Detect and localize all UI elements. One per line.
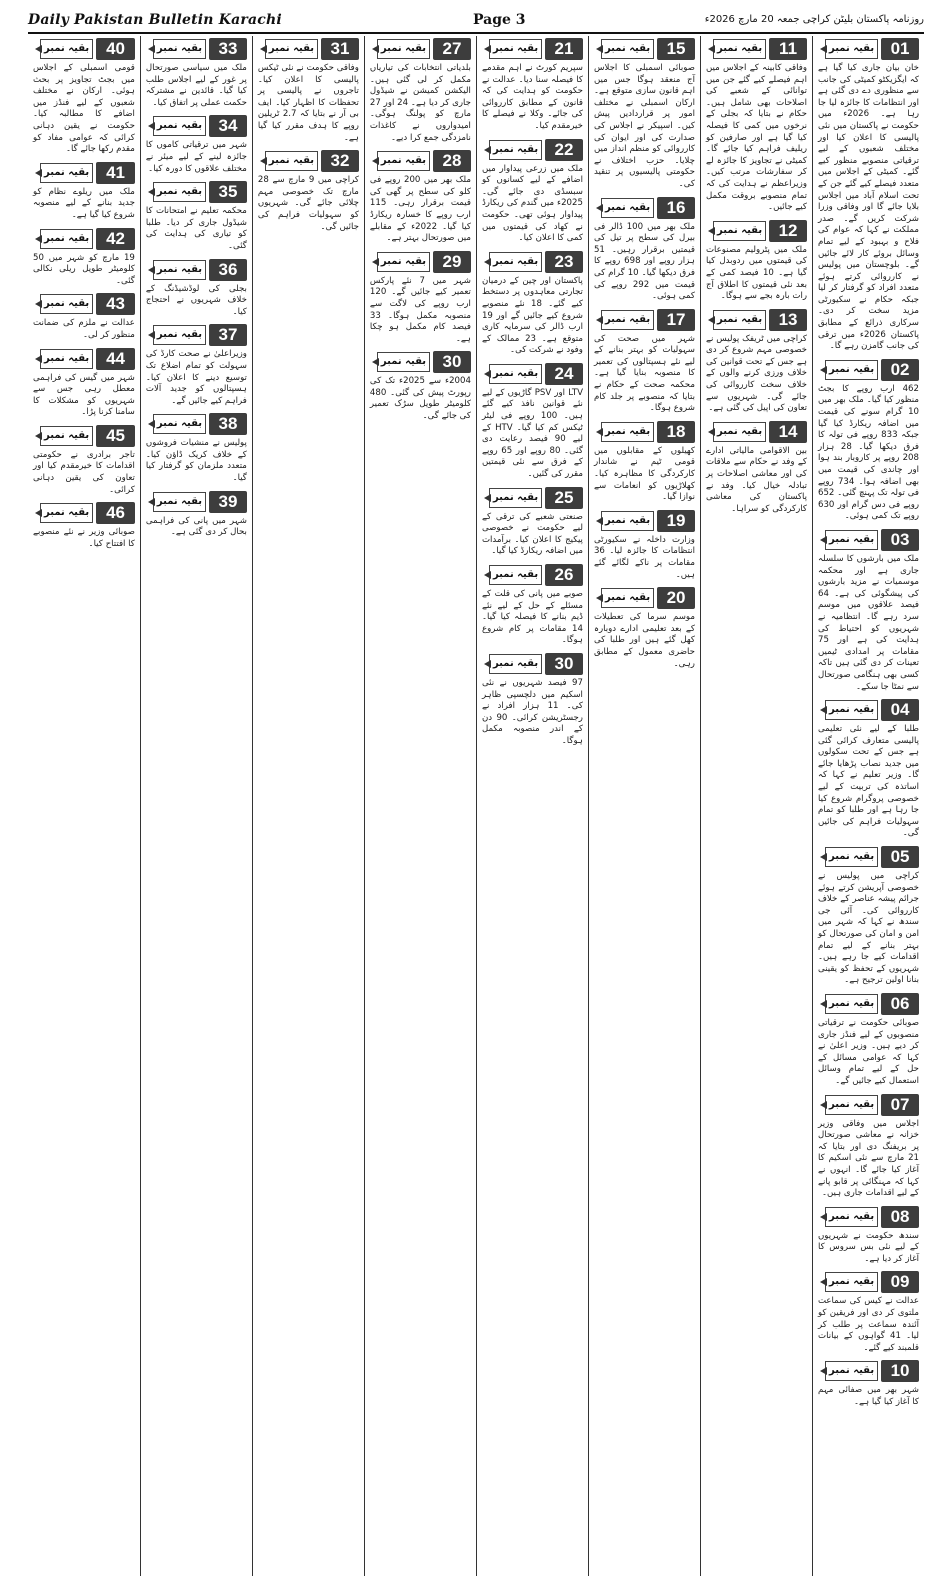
story-header — [482, 653, 583, 675]
story-43 — [33, 293, 135, 341]
story-header — [33, 228, 135, 250]
story-22 — [482, 139, 583, 245]
continued-kicker: بقیہ نمبر — [377, 39, 430, 59]
story-body: عدالت نے ملزم کی ضمانت منظور کر لی۔ — [33, 318, 135, 340]
story-number-badge: 13 — [769, 309, 807, 331]
story-number-badge: 31 — [321, 38, 359, 60]
story-number-badge: 45 — [96, 425, 135, 447]
story-header — [818, 1271, 919, 1293]
story-number-badge: 27 — [433, 38, 471, 60]
story-body: 2004ء سے 2025ء تک کی رپورٹ پیش کی گئی۔ 480 کلومیٹر طویل سڑک تعمیر کی جائے گی۔ — [369, 376, 471, 422]
continued-kicker: بقیہ نمبر — [489, 364, 542, 384]
continued-kicker: بقیہ نمبر — [601, 511, 654, 531]
continued-kicker: بقیہ نمبر — [601, 198, 654, 218]
story-body: LTV اور PSV گاڑیوں کے لیے نئے قوانین نافذ کیے گئے ہیں۔ 100 روپے فی لیٹر ٹیکس کم کیا گیا۔ HTV کے لیے 90 فیصد رعایت دی گئی۔ 80 روپے اور 65 روپے کے فرق سے نئی قیمتیں مقرر کی گئیں۔ — [481, 387, 583, 480]
story-header — [482, 251, 583, 273]
story-header — [706, 421, 807, 443]
story-05 — [818, 846, 919, 987]
story-24 — [482, 363, 583, 481]
continued-kicker: بقیہ نمبر — [377, 352, 430, 372]
story-number-badge: 16 — [657, 197, 695, 219]
story-30b — [370, 351, 471, 422]
continued-kicker: بقیہ نمبر — [40, 349, 93, 369]
story-number-badge: 38 — [209, 413, 247, 435]
story-header — [818, 846, 919, 868]
continued-kicker: بقیہ نمبر — [825, 530, 878, 550]
continued-kicker: بقیہ نمبر — [153, 182, 206, 202]
story-body: ملک بھر میں 100 ڈالر فی بیرل کی سطح پر تیل کی قیمتیں برقرار رہیں۔ 51 ہزار روپے اور 698 روپے کا فرق دیکھا گیا۔ 10 گرام کی قیمت میں 292 روپے کی کمی ہوئی۔ — [593, 221, 695, 302]
continued-kicker: بقیہ نمبر — [825, 994, 878, 1014]
story-number-badge: 06 — [881, 993, 919, 1015]
story-29 — [370, 251, 471, 346]
story-35 — [146, 181, 247, 252]
story-body: صوبے میں پانی کی قلت کے مسئلے کے حل کے لیے نئے ڈیم بنانے کا فیصلہ کیا گیا۔ 14 مقامات پر کام شروع ہوگا۔ — [481, 589, 583, 646]
story-number-badge: 09 — [881, 1271, 919, 1293]
story-number-badge: 40 — [96, 38, 135, 60]
column-1 — [812, 36, 924, 1576]
story-header — [818, 699, 919, 721]
story-number-badge: 21 — [545, 38, 583, 60]
story-body: ملک بھر میں 200 روپے فی کلو کی سطح پر گھی کی قیمت برقرار رہی۔ 115 ارب روپے کا خسارہ ریکارڈ کیا گیا۔ 2022ء کے مقابلے میں صورتحال بہتر ہے۔ — [369, 175, 471, 244]
story-body: ملک میں زرعی پیداوار میں اضافے کے لیے کسانوں کو سبسڈی دی جائے گی۔ 2025ء میں گندم کی ریکارڈ پیداوار ہوئی تھی۔ حکومت نے کھاد کی قیمتوں میں کمی کا اعلان کیا۔ — [481, 163, 583, 244]
continued-kicker: بقیہ نمبر — [377, 252, 430, 272]
story-header — [33, 162, 135, 184]
story-body: 19 مارچ کو شہر میں 50 کلومیٹر طویل ریلی نکالی گئی۔ — [33, 252, 135, 286]
story-header — [818, 38, 919, 60]
story-number-badge: 33 — [209, 38, 247, 60]
continued-kicker: بقیہ نمبر — [489, 39, 542, 59]
story-08 — [818, 1206, 919, 1266]
story-body: کھیلوں کے مقابلوں میں قومی ٹیم نے شاندار کارکردگی کا مظاہرہ کیا۔ کھلاڑیوں کو انعامات سے نوازا گیا۔ — [593, 445, 695, 503]
story-body: پولیس نے منشیات فروشوں کے خلاف کریک ڈاؤن کیا۔ متعدد ملزمان کو گرفتار کیا گیا۔ — [145, 438, 247, 484]
story-body: صوبائی اسمبلی کا اجلاس آج منعقد ہوگا جس میں اہم قانون سازی متوقع ہے۔ ارکان اسمبلی نے مختلف امور پر قراردادیں پیش کیں۔ اسپیکر نے اجلاس کی صدارت کی اور ایوان کی کارروائی کو منظم انداز میں چلایا۔ حزب اختلاف نے حکومتی پالیسیوں پر تنقید کی۔ — [593, 63, 695, 189]
story-number-badge: 12 — [769, 220, 807, 242]
story-number-badge: 25 — [545, 487, 583, 509]
story-body: پاکستان اور چین کے درمیان تجارتی معاہدوں پر دستخط کیے گئے۔ 18 نئے منصوبے شروع کیے جائیں گے اور 19 ارب ڈالر کی سرمایہ کاری متوقع ہے۔ 23 ممالک کے وفود نے شرکت کی۔ — [481, 275, 583, 356]
story-body: صوبائی وزیر نے نئے منصوبے کا افتتاح کیا۔ — [33, 527, 135, 549]
story-28 — [370, 150, 471, 245]
story-header — [258, 38, 359, 60]
story-header — [818, 1094, 919, 1116]
masthead-left-title: Daily Pakistan Bulletin Karachi — [28, 12, 282, 28]
story-number-badge: 10 — [881, 1360, 919, 1382]
story-number-badge: 29 — [433, 251, 471, 273]
story-header — [818, 359, 919, 381]
story-number-badge: 30 — [545, 653, 583, 675]
story-number-badge: 23 — [545, 251, 583, 273]
column-4 — [476, 36, 588, 1576]
story-header — [594, 38, 695, 60]
columns-container — [28, 36, 924, 1576]
continued-kicker: بقیہ نمبر — [153, 492, 206, 512]
story-body: شہر بھر میں صفائی مہم کا آغاز کیا گیا ہے۔ — [817, 1385, 919, 1408]
story-number-badge: 30 — [433, 351, 471, 373]
story-header — [818, 993, 919, 1015]
story-number-badge: 08 — [881, 1206, 919, 1228]
story-header — [482, 363, 583, 385]
story-header — [370, 150, 471, 172]
continued-kicker: بقیہ نمبر — [40, 503, 93, 523]
continued-kicker: بقیہ نمبر — [265, 151, 318, 171]
story-02 — [818, 359, 919, 523]
column-8 — [28, 36, 140, 1576]
story-header — [818, 1360, 919, 1382]
continued-kicker: بقیہ نمبر — [153, 39, 206, 59]
story-14 — [706, 421, 807, 516]
continued-kicker: بقیہ نمبر — [40, 426, 93, 446]
story-body: ملک میں پٹرولیم مصنوعات کی قیمتوں میں ردوبدل کیا گیا ہے۔ 10 فیصد کمی کے بعد نئی قیمتوں کا اطلاق آج رات بارہ بجے سے ہوگا۔ — [705, 244, 807, 302]
continued-kicker: بقیہ نمبر — [825, 1361, 878, 1381]
story-27 — [370, 38, 471, 144]
story-body: عدالت نے کیس کی سماعت ملتوی کر دی اور فریقین کو آئندہ سماعت پر طلب کر لیا۔ 41 گواہوں کے بیانات قلمبند کیے گئے۔ — [817, 1296, 919, 1353]
story-number-badge: 32 — [321, 150, 359, 172]
story-number-badge: 35 — [209, 181, 247, 203]
story-header — [594, 587, 695, 609]
story-body: ملک میں بارشوں کا سلسلہ جاری ہے اور محکمہ موسمیات نے مزید بارشوں کی پیشگوئی کی ہے۔ 64 فیصد علاقوں میں موسم سرد رہے گا۔ انتظامیہ نے شہریوں کو احتیاط کی ہدایت کی ہے اور 75 مقامات پر امدادی ٹیمیں تعینات کر دی گئی ہیں تاکہ کسی بھی ہنگامی صورتحال سے نمٹا جا سکے۔ — [817, 553, 919, 692]
story-number-badge: 22 — [545, 139, 583, 161]
story-header — [482, 139, 583, 161]
story-body: سندھ حکومت نے شہریوں کے لیے نئی بس سروس کا آغاز کر دیا ہے۔ — [817, 1230, 919, 1264]
column-5 — [364, 36, 476, 1576]
masthead-right-title: روزنامہ پاکستان بلیٹن کراچی جمعہ 20 مارچ 2026ء — [704, 14, 924, 25]
story-body: کراچی میں پولیس نے خصوصی آپریشن کرتے ہوئے جرائم پیشہ عناصر کے خلاف کارروائی کی۔ آئی جی سندھ نے کہا کہ شہر میں امن و امان کی صورتحال کو بہتر بنانے کے لیے تمام اقدامات کیے جا رہے ہیں۔ شہریوں کے تحفظ کو یقینی بنانا اولین ترجیح ہے۔ — [817, 871, 919, 986]
story-number-badge: 26 — [545, 564, 583, 586]
story-header — [818, 529, 919, 551]
story-header — [33, 425, 135, 447]
continued-kicker: بقیہ نمبر — [601, 422, 654, 442]
continued-kicker: بقیہ نمبر — [153, 414, 206, 434]
story-number-badge: 41 — [96, 162, 135, 184]
story-number-badge: 46 — [96, 502, 135, 524]
story-21 — [482, 38, 583, 133]
story-body: بلدیاتی انتخابات کی تیاریاں مکمل کر لی گئی ہیں۔ الیکشن کمیشن نے شیڈول جاری کر دیا ہے۔ 24 اور 27 مارچ کو پولنگ ہوگی۔ امیدواروں نے کاغذات نامزدگی جمع کرا دیے۔ — [369, 63, 471, 143]
story-number-badge: 05 — [881, 846, 919, 868]
story-header — [594, 421, 695, 443]
column-6 — [252, 36, 364, 1576]
story-header — [146, 38, 247, 60]
story-header — [146, 324, 247, 346]
story-body: وزارت داخلہ نے سکیورٹی انتظامات کا جائزہ لیا۔ 36 مقامات پر ناکے لگائے گئے ہیں۔ — [593, 534, 695, 580]
story-31 — [258, 38, 359, 144]
story-46 — [33, 502, 135, 550]
story-header — [482, 38, 583, 60]
story-number-badge: 24 — [545, 363, 583, 385]
story-18 — [594, 421, 695, 504]
story-header — [706, 220, 807, 242]
story-01 — [818, 38, 919, 353]
story-header — [706, 309, 807, 331]
story-25 — [482, 487, 583, 558]
story-body: اجلاس میں وفاقی وزیر خزانہ نے معاشی صورتحال پر بریفنگ دی اور بتایا کہ 21 مارچ سے نئی اسکیم کا آغاز کیا جائے گا۔ انہوں نے کہا کہ مہنگائی پر قابو پانے کے لیے اقدامات جاری ہیں۔ — [817, 1118, 919, 1199]
story-number-badge: 37 — [209, 324, 247, 346]
story-40 — [33, 38, 135, 156]
story-number-badge: 18 — [657, 421, 695, 443]
story-body: بین الاقوامی مالیاتی ادارے کے وفد نے حکام سے ملاقات کی اور معاشی اصلاحات پر تبادلہ خیال کیا۔ وفد نے پاکستان کی معاشی کارکردگی کو سراہا۔ — [705, 445, 807, 514]
story-header — [146, 491, 247, 513]
story-34 — [146, 115, 247, 175]
continued-kicker: بقیہ نمبر — [153, 325, 206, 345]
masthead — [28, 12, 924, 34]
column-3 — [588, 36, 700, 1576]
story-body: ملک میں ریلوے نظام کو جدید بنانے کے لیے منصوبہ شروع کیا گیا ہے۔ — [33, 186, 135, 220]
continued-kicker: بقیہ نمبر — [825, 700, 878, 720]
story-header — [594, 309, 695, 331]
continued-kicker: بقیہ نمبر — [825, 360, 878, 380]
continued-kicker: بقیہ نمبر — [713, 422, 766, 442]
story-12 — [706, 220, 807, 303]
page-number: Page 3 — [473, 12, 526, 28]
continued-kicker: بقیہ نمبر — [601, 588, 654, 608]
story-41 — [33, 162, 135, 222]
continued-kicker: بقیہ نمبر — [601, 39, 654, 59]
story-header — [370, 251, 471, 273]
story-44 — [33, 348, 135, 419]
continued-kicker: بقیہ نمبر — [825, 1095, 878, 1115]
story-16 — [594, 197, 695, 303]
story-header — [146, 259, 247, 281]
story-20 — [594, 587, 695, 670]
story-body: شہر میں گیس کی فراہمی معطل رہی جس سے شہریوں کو مشکلات کا سامنا کرنا پڑا۔ — [33, 372, 135, 418]
continued-kicker: بقیہ نمبر — [489, 252, 542, 272]
story-header — [146, 181, 247, 203]
story-number-badge: 17 — [657, 309, 695, 331]
continued-kicker: بقیہ نمبر — [377, 151, 430, 171]
story-number-badge: 07 — [881, 1094, 919, 1116]
continued-kicker: بقیہ نمبر — [40, 294, 93, 314]
story-42 — [33, 228, 135, 288]
story-body: صوبائی حکومت نے ترقیاتی منصوبوں کے لیے فنڈز جاری کر دیے ہیں۔ وزیر اعلیٰ نے کہا کہ عوامی مسائل کے حل کے لیے تمام وسائل استعمال کیے جائیں گے۔ — [817, 1017, 919, 1086]
story-number-badge: 28 — [433, 150, 471, 172]
continued-kicker: بقیہ نمبر — [825, 39, 878, 59]
story-body: 97 فیصد شہریوں نے نئی اسکیم میں دلچسپی ظاہر کی۔ 11 ہزار افراد نے رجسٹریشن کرائی۔ 90 دن کے اندر منصوبہ مکمل ہوگا۔ — [481, 677, 583, 746]
story-36 — [146, 259, 247, 319]
story-19 — [594, 510, 695, 581]
story-26 — [482, 564, 583, 647]
continued-kicker: بقیہ نمبر — [601, 310, 654, 330]
story-33 — [146, 38, 247, 109]
continued-kicker: بقیہ نمبر — [489, 565, 542, 585]
story-number-badge: 34 — [209, 115, 247, 137]
story-header — [594, 197, 695, 219]
story-body: محکمہ تعلیم نے امتحانات کا شیڈول جاری کر دیا۔ طلبا کو تیاری کی ہدایت کی گئی۔ — [145, 206, 247, 251]
story-32 — [258, 150, 359, 233]
story-number-badge: 36 — [209, 259, 247, 281]
story-header — [33, 38, 135, 60]
story-10 — [818, 1360, 919, 1408]
story-number-badge: 14 — [769, 421, 807, 443]
story-number-badge: 11 — [769, 38, 807, 60]
continued-kicker: بقیہ نمبر — [489, 140, 542, 160]
story-header — [482, 564, 583, 586]
story-number-badge: 43 — [96, 293, 135, 315]
story-11 — [706, 38, 807, 214]
story-04 — [818, 699, 919, 840]
story-number-badge: 39 — [209, 491, 247, 513]
continued-kicker: بقیہ نمبر — [489, 488, 542, 508]
story-06 — [818, 993, 919, 1088]
story-header — [370, 38, 471, 60]
story-body: طلبا کے لیے نئی تعلیمی پالیسی متعارف کرائی گئی ہے جس کے تحت سکولوں میں جدید نصاب پڑھایا جائے گا۔ وزیر تعلیم نے کہا کہ اساتذہ کی تربیت کے لیے خصوصی پروگرام شروع کیا جا رہا ہے اور طلبا کو تمام سہولیات فراہم کی جائیں گی۔ — [817, 724, 919, 839]
story-30 — [482, 653, 583, 748]
story-body: شہر میں صحت کی سہولیات کو بہتر بنانے کے لیے نئے ہسپتالوں کی تعمیر کا منصوبہ بنایا گیا ہے۔ محکمہ صحت کے حکام نے بتایا کہ منصوبے پر جلد کام شروع ہوگا۔ — [593, 333, 695, 414]
continued-kicker: بقیہ نمبر — [489, 654, 542, 674]
story-17 — [594, 309, 695, 415]
story-header — [146, 413, 247, 435]
story-body: وفاقی کابینہ کے اجلاس میں اہم فیصلے کیے گئے جن میں توانائی کے شعبے کی اصلاحات بھی شامل ہیں۔ حکام نے بتایا کہ بجلی کے نرخوں میں کمی کا فیصلہ کیا گیا ہے اور صارفین کو ریلیف فراہم کیا جائے گا۔ کمیٹی نے تجاویز کا جائزہ لے کر سفارشات مرتب کیں۔ وزیراعظم نے ہدایت کی کہ تمام منصوبے بروقت مکمل کیے جائیں۔ — [705, 63, 807, 213]
story-header — [146, 115, 247, 137]
story-13 — [706, 309, 807, 415]
continued-kicker: بقیہ نمبر — [153, 116, 206, 136]
story-body: شہر میں پانی کی فراہمی بحال کر دی گئی ہے۔ — [145, 515, 247, 538]
continued-kicker: بقیہ نمبر — [713, 310, 766, 330]
story-number-badge: 04 — [881, 699, 919, 721]
column-7 — [140, 36, 252, 1576]
continued-kicker: بقیہ نمبر — [825, 1272, 878, 1292]
story-body: موسم سرما کی تعطیلات کے بعد تعلیمی ادارے دوبارہ کھل گئے ہیں اور طلبا کی حاضری معمول کے مطابق رہی۔ — [593, 612, 695, 669]
story-header — [594, 510, 695, 532]
story-15 — [594, 38, 695, 191]
story-09 — [818, 1271, 919, 1354]
story-45 — [33, 425, 135, 496]
story-header — [370, 351, 471, 373]
story-number-badge: 44 — [96, 348, 135, 370]
story-body: وفاقی حکومت نے نئی ٹیکس پالیسی کا اعلان کیا۔ تاجروں نے پالیسی پر تحفظات کا اظہار کیا۔ ایف بی آر نے بتایا کہ 2.7 ٹریلین روپے کا ہدف مقرر کیا گیا ہے۔ — [257, 63, 359, 143]
story-body: شہر میں 7 نئے پارکس تعمیر کیے جائیں گے۔ 120 ارب روپے کی لاگت سے منصوبہ مکمل ہوگا۔ 33 فیصد کام مکمل ہو چکا ہے۔ — [369, 275, 471, 344]
continued-kicker: بقیہ نمبر — [713, 221, 766, 241]
story-body: کراچی میں 9 مارچ سے 28 مارچ تک خصوصی مہم چلائی جائے گی۔ شہریوں کو سہولیات فراہم کی جائیں گی۔ — [257, 175, 359, 232]
story-body: قومی اسمبلی کے اجلاس میں بجٹ تجاویز پر بحث ہوئی۔ ارکان نے مختلف شعبوں کے لیے فنڈز میں اضافے کا مطالبہ کیا۔ حکومت نے یقین دہانی کرائی کہ عوامی مفاد کو مقدم رکھا جائے گا۔ — [33, 63, 135, 155]
story-header — [482, 487, 583, 509]
story-07 — [818, 1094, 919, 1200]
story-body: ملک میں سیاسی صورتحال پر غور کے لیے اجلاس طلب کیا گیا۔ قائدین نے مشترکہ حکمت عملی پر اتفاق کیا۔ — [145, 63, 247, 108]
story-03 — [818, 529, 919, 693]
story-header — [258, 150, 359, 172]
story-header — [706, 38, 807, 60]
story-38 — [146, 413, 247, 484]
story-body: شہر میں ترقیاتی کاموں کا جائزہ لینے کے لیے میئر نے مختلف علاقوں کا دورہ کیا۔ — [145, 140, 247, 174]
story-body: تاجر برادری نے حکومتی اقدامات کا خیرمقدم کیا اور تعاون کی یقین دہانی کرائی۔ — [33, 449, 135, 495]
story-number-badge: 15 — [657, 38, 695, 60]
column-2 — [700, 36, 812, 1576]
story-header — [818, 1206, 919, 1228]
story-37 — [146, 324, 247, 407]
continued-kicker: بقیہ نمبر — [40, 39, 93, 59]
story-body: وزیراعلیٰ نے صحت کارڈ کی سہولت کو تمام اضلاع تک توسیع دینے کا اعلان کیا۔ ہسپتالوں کو جدید آلات فراہم کیے جائیں گے۔ — [145, 349, 247, 406]
story-23 — [482, 251, 583, 357]
story-body: 462 ارب روپے کا بجٹ منظور کیا گیا۔ ملک بھر میں 10 گرام سونے کی قیمت میں اضافہ ریکارڈ کیا گیا جبکہ 833 روپے فی تولہ کا فرق دیکھا گیا۔ 28 ہزار 208 روپے پر کاروبار بند ہوا اور چاندی کی قیمت میں بھی اضافہ ہوا۔ 734 روپے فی تولہ تک پہنچ گئی۔ 652 روپے فی دس گرام اور 630 روپے تک کمی ہوئی۔ — [817, 383, 919, 522]
continued-kicker: بقیہ نمبر — [825, 847, 878, 867]
continued-kicker: بقیہ نمبر — [153, 260, 206, 280]
continued-kicker: بقیہ نمبر — [713, 39, 766, 59]
story-header — [33, 293, 135, 315]
story-39 — [146, 491, 247, 539]
continued-kicker: بقیہ نمبر — [40, 229, 93, 249]
story-number-badge: 01 — [881, 38, 919, 60]
continued-kicker: بقیہ نمبر — [40, 163, 93, 183]
story-body: سپریم کورٹ نے اہم مقدمے کا فیصلہ سنا دیا۔ عدالت نے حکومت کو ہدایت کی کہ قانون کے مطابق کارروائی کی جائے۔ وکلا نے فیصلے کا خیرمقدم کیا۔ — [481, 63, 583, 131]
story-body: صنعتی شعبے کی ترقی کے لیے حکومت نے خصوصی پیکیج کا اعلان کیا۔ برآمدات میں اضافہ ریکارڈ کیا گیا۔ — [481, 511, 583, 557]
story-body: بجلی کی لوڈشیڈنگ کے خلاف شہریوں نے احتجاج کیا۔ — [145, 283, 247, 317]
story-body: خان بیان جاری کیا گیا ہے کہ ایگزیکٹو کمیٹی کی جانب سے منظوری دے دی گئی ہے اور انتظامات کا جائزہ لیا جا رہا ہے۔ 2026ء میں حکومت نے پاکستان میں نئی پالیسی کا اعلان کیا اور مختلف شعبوں کے لیے ترقیاتی منصوبے منظور کیے گئے۔ کمیٹی کے اجلاس میں متعدد فیصلے کیے گئے جن کے تحت اسلام آباد میں اجلاس بلایا جائے گا اور وفاقی وزرا شرکت کریں گے۔ صدر مملکت نے کہا کہ عوام کی فلاح و بہبود کے لیے تمام وسائل بروئے کار لائے جائیں گے۔ بلوچستان میں پولیس نے کارروائی کرتے ہوئے متعدد افراد کو گرفتار کر لیا جبکہ حکام نے سکیورٹی مزید سخت کر دی۔ سرکاری ذرائع کے مطابق پاکستان 2026ء میں ترقی کی جانب گامزن رہے گا۔ — [817, 63, 919, 352]
continued-kicker: بقیہ نمبر — [265, 39, 318, 59]
story-number-badge: 42 — [96, 228, 135, 250]
story-body: کراچی میں ٹریفک پولیس نے خصوصی مہم شروع کر دی ہے جس کے تحت قوانین کی خلاف ورزی کرنے والوں کے خلاف سخت کارروائی کی جائے گی۔ شہریوں سے تعاون کی اپیل کی گئی ہے۔ — [705, 333, 807, 414]
story-number-badge: 02 — [881, 359, 919, 381]
story-number-badge: 19 — [657, 510, 695, 532]
story-number-badge: 20 — [657, 587, 695, 609]
story-header — [33, 348, 135, 370]
continued-kicker: بقیہ نمبر — [825, 1207, 878, 1227]
story-number-badge: 03 — [881, 529, 919, 551]
story-header — [33, 502, 135, 524]
